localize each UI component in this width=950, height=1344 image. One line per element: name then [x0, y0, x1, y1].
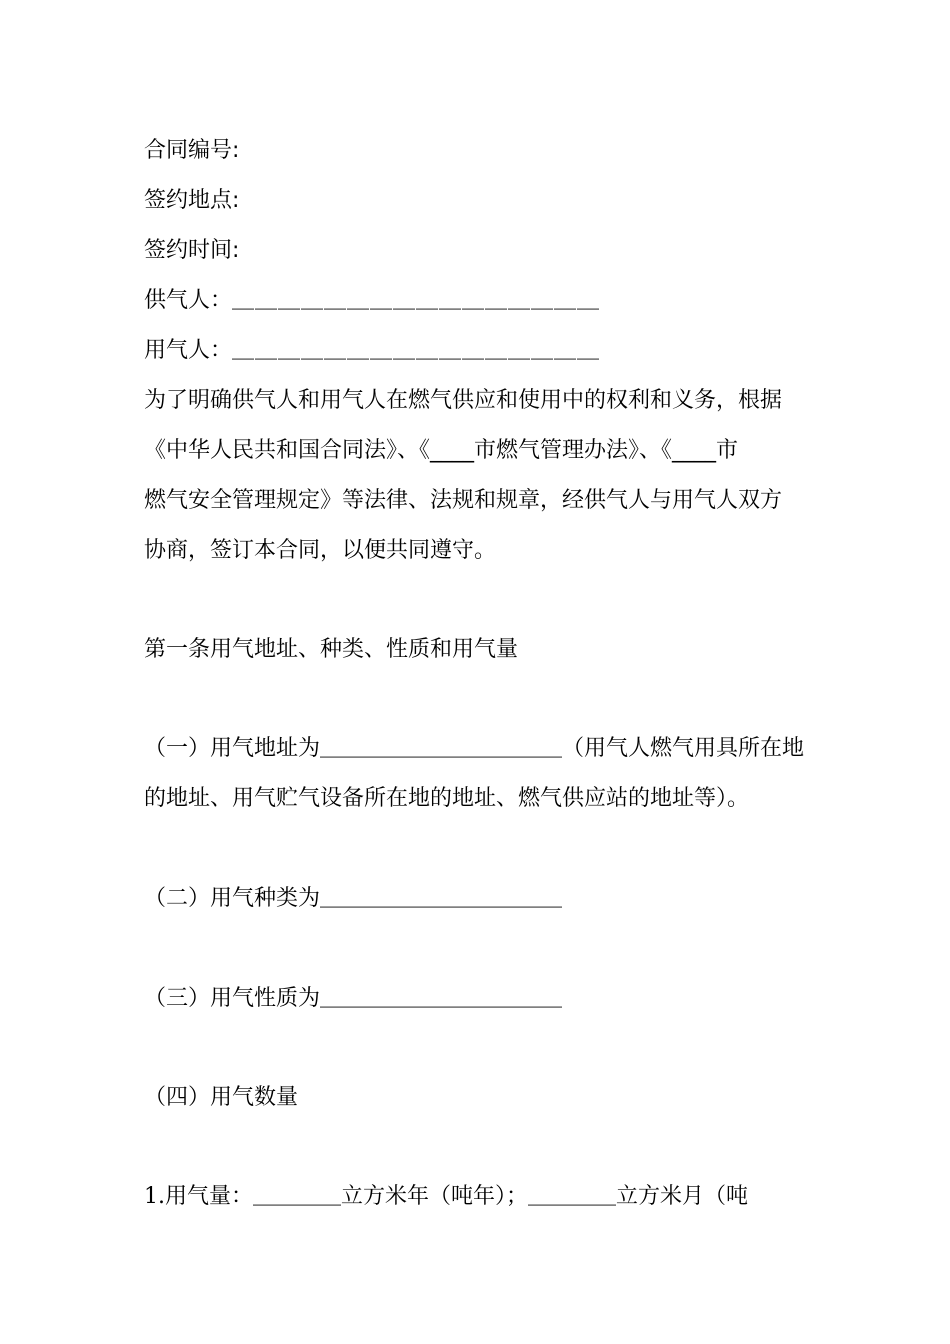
user-row: [144, 336, 600, 366]
user-label: 用气人：: [144, 338, 233, 363]
supplier-blank: ＿＿＿＿＿＿＿＿＿＿＿＿＿＿＿＿: [232, 288, 601, 313]
sub-item-1: [144, 1182, 748, 1212]
preamble-line-4: 协商，签订本合同，以便共同遵守。: [144, 538, 497, 563]
item-1-line-1: （一）用气地址为＿＿＿＿＿＿＿＿＿＿＿（用气人燃气用具所在地: [144, 736, 805, 761]
item-3: （三）用气性质为＿＿＿＿＿＿＿＿＿＿＿: [144, 986, 563, 1011]
item-1-line-2: 的地址、用气贮气设备所在地的地址、燃气供应站的地址等）。: [144, 786, 750, 811]
preamble-line-3: 燃气安全管理规定》等法律、法规和规章，经供气人与用气人双方: [144, 488, 783, 513]
contract-number-label: 合同编号:: [144, 138, 240, 163]
supplier-label: 供气人：: [144, 288, 233, 313]
sub-item-1-number: 1.: [144, 1184, 165, 1209]
sign-time-label: 签约时间:: [144, 238, 240, 263]
user-blank: ＿＿＿＿＿＿＿＿＿＿＿＿＿＿＿＿: [232, 338, 601, 363]
supplier-row: [144, 286, 600, 316]
item-2: （二）用气种类为＿＿＿＿＿＿＿＿＿＿＿: [144, 886, 563, 911]
sub-item-1-text: 用气量：＿＿＿＿立方米年（吨年）；＿＿＿＿立方米月（吨: [165, 1184, 749, 1209]
item-4: （四）用气数量: [144, 1085, 299, 1110]
article-1-title: 第一条用气地址、种类、性质和用气量: [144, 637, 519, 662]
preamble-line-1: 为了明确供气人和用气人在燃气供应和使用中的权利和义务，根据: [144, 388, 783, 413]
preamble-line-2: 《中华人民共和国合同法》、《____市燃气管理办法》、《____市: [144, 438, 739, 463]
sign-place-label: 签约地点:: [144, 188, 240, 213]
